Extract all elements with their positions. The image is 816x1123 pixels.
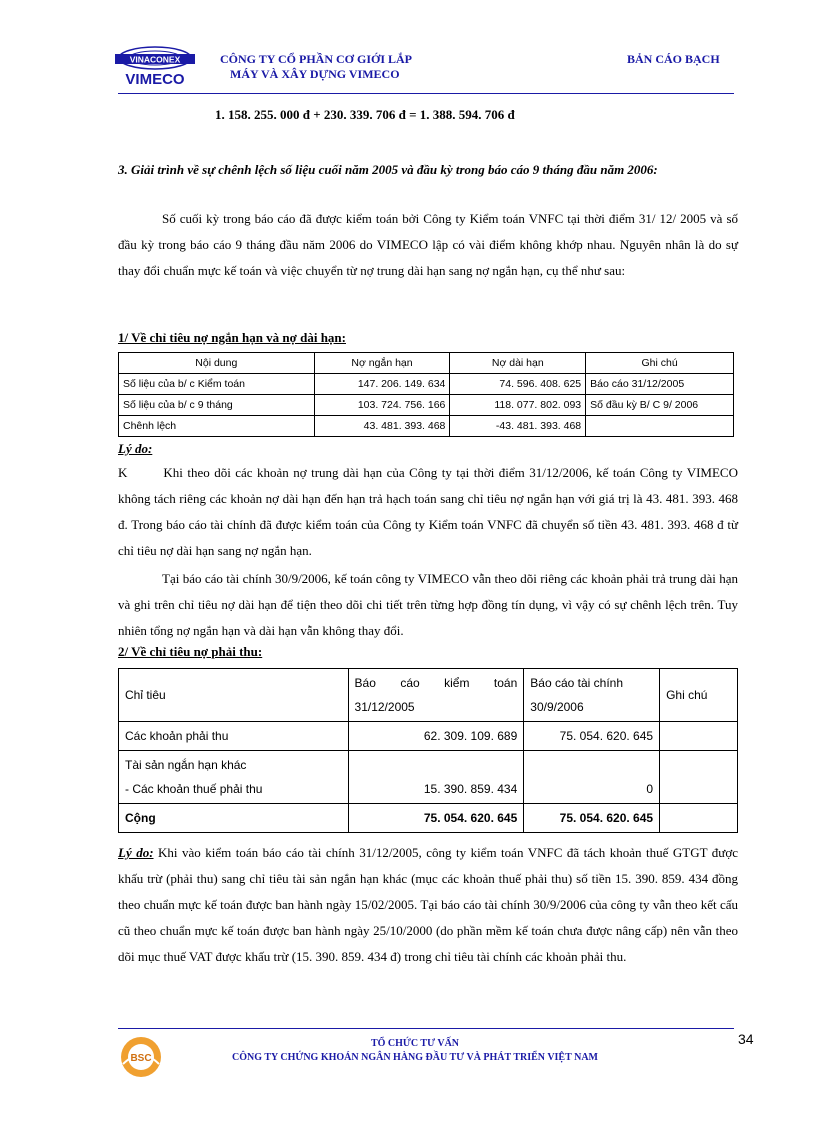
table-cell: 75. 054. 620. 645 — [524, 804, 660, 833]
bullet-marker: K — [118, 465, 128, 480]
table-cell — [660, 722, 738, 751]
reason-1-text-2: Tại báo cáo tài chính 30/9/2006, kế toán công ty VIMECO vẫn theo dõi riêng các khoản phải trả trung dài hạn và ghi trên chỉ tiêu nợ dài hạn để tiện theo dõi chi tiết trên từng hợp đồng tín dụng, vì vậy có sự chênh lệch trên. Tuy nhiên tổng nợ ngắn hạn và dài hạn vẫn không thay đổi. — [118, 571, 738, 638]
table-cell — [660, 804, 738, 833]
header-cell: Nợ dài hạn — [450, 353, 586, 374]
table-header-row — [119, 353, 734, 374]
footer-text — [165, 1037, 665, 1065]
table-2-title: 2/ Về chỉ tiêu nợ phải thu: — [118, 644, 263, 659]
table-cell — [660, 751, 738, 804]
section-3-text: Số cuối kỳ trong báo cáo đã được kiểm toán bởi Công ty Kiểm toán VNFC tại thời điểm 31/ 12/ 2005 và số đầu kỳ trong báo cáo 9 tháng đầu năm 2006 do VIMECO lập có vài điểm không khớp nhau. Nguyên nhân là do sự thay đổi chuẩn mực kế toán và việc chuyển từ nợ trung dài hạn sang nợ ngắn hạn, cụ thể như sau: — [118, 211, 738, 278]
bsc-logo-text: BSC — [130, 1053, 152, 1064]
table-cell — [119, 751, 349, 804]
logo-text-top: VINACONEX — [129, 54, 181, 65]
table-cell: 43. 481. 393. 468 — [314, 416, 450, 437]
table-cell: 103. 724. 756. 166 — [314, 395, 450, 416]
table-row — [119, 751, 738, 804]
receivables-table — [118, 668, 738, 833]
debt-table — [118, 352, 734, 437]
header-cell: Chỉ tiêu — [119, 669, 349, 722]
table-row — [119, 722, 738, 751]
table-1-title: 1/ Về chỉ tiêu nợ ngắn hạn và nợ dài hạn: — [118, 330, 346, 345]
table-cell: Cộng — [119, 804, 349, 833]
table-cell: -43. 481. 393. 468 — [450, 416, 586, 437]
header-divider — [118, 93, 734, 94]
footer-line-2: CÔNG TY CHỨNG KHOÁN NGÂN HÀNG ĐẦU TƯ VÀ PHÁT TRIỂN VIỆT NAM — [232, 1052, 598, 1063]
table-cell: 62. 309. 109. 689 — [348, 722, 524, 751]
reason-2-paragraph — [118, 840, 738, 970]
table-cell: Chênh lệch — [119, 416, 315, 437]
reason-1-paragraph-1 — [118, 460, 738, 564]
header-company — [220, 52, 420, 82]
header-cell: Báo cáo tài chính 30/9/2006 — [524, 669, 660, 722]
header-cell: Nội dung — [119, 353, 315, 374]
table-cell: 74. 596. 408. 625 — [450, 374, 586, 395]
reason-2-label: Lý do: — [118, 845, 154, 860]
header-cell: Báo cáo kiểm toán 31/12/2005 — [348, 669, 524, 722]
table-cell: Số đầu kỳ B/ C 9/ 2006 — [586, 395, 734, 416]
table-row — [119, 416, 734, 437]
reason-2-text: Khi vào kiểm toán báo cáo tài chính 31/12/2005, công ty kiểm toán VNFC đã tách khoản thuế GTGT được khấu trừ (phải thu) sang chỉ tiêu tài sản ngắn hạn khác (mục các khoản thuế phải thu) số tiền 15. 390. 859. 434 đồng theo chuẩn mực kế toán được ban hành ngày 15/02/2005. Tại báo cáo tài chính 30/9/2006 của công ty vẫn theo kết cấu cũ theo chuẩn mực kế toán được ban hành ngày 25/10/2000 (do phần mềm kế toán chưa được nâng cấp) nên vẫn theo dõi mục thuế VAT được khấu trừ (15. 390. 859. 434 đ) trong chỉ tiêu tài chính các khoản phải thu. — [118, 845, 738, 964]
reason-1-text-1: Khi theo dõi các khoản nợ trung dài hạn của Công ty tại thời điểm 31/12/2006, kế toán Công ty VIMECO không tách riêng các khoản nợ dài hạn đến hạn trả hạch toán sang chỉ tiêu nợ ngắn hạn với giá trị là 43. 481. 393. 468 đ. Trong báo cáo tài chính đã được kiểm toán của Công ty Kiểm toán VNFC đã chuyển số tiền 43. 481. 393. 468 đ từ chỉ tiêu nợ dài hạn sang nợ ngắn hạn. — [118, 465, 738, 558]
section-3-title: 3. Giải trình về sự chênh lệch số liệu cuối năm 2005 và đầu kỳ trong báo cáo 9 tháng đầu năm 2006: — [118, 162, 658, 177]
table-cell: Số liệu của b/ c 9 tháng — [119, 395, 315, 416]
row-label-line-1: Tài sản ngắn hạn khác — [125, 758, 247, 772]
company-line-1: CÔNG TY CỔ PHẦN CƠ GIỚI LẮP — [220, 52, 413, 66]
table-cell: 75. 054. 620. 645 — [348, 804, 524, 833]
reason-1-paragraph-2 — [118, 566, 738, 644]
header-cell: Ghi chú — [660, 669, 738, 722]
footer-divider — [118, 1028, 734, 1029]
table-cell: 118. 077. 802. 093 — [450, 395, 586, 416]
table-cell: Số liệu của b/ c Kiểm toán — [119, 374, 315, 395]
section-3-paragraph — [118, 206, 738, 284]
header-cell: Nợ ngắn hạn — [314, 353, 450, 374]
header-cell: Ghi chú — [586, 353, 734, 374]
page-number: 34 — [738, 1031, 754, 1047]
table-cell: 15. 390. 859. 434 — [348, 751, 524, 804]
table-cell: 75. 054. 620. 645 — [524, 722, 660, 751]
table-cell: 147. 206. 149. 634 — [314, 374, 450, 395]
company-line-2: MÁY VÀ XÂY DỰNG VIMECO — [230, 67, 400, 81]
table-row — [119, 374, 734, 395]
table-cell: Báo cáo 31/12/2005 — [586, 374, 734, 395]
bsc-logo — [118, 1034, 164, 1080]
table-header-row — [119, 669, 738, 722]
row-label-line-2: - Các khoản thuế phải thu — [125, 782, 263, 796]
document-title: BẢN CÁO BẠCH — [627, 52, 720, 66]
total-row — [119, 804, 738, 833]
table-cell: Các khoản phải thu — [119, 722, 349, 751]
vimeco-logo — [112, 44, 198, 90]
footer-line-1: TỔ CHỨC TƯ VẤN — [370, 1038, 460, 1049]
logo-text-bottom: VIMECO — [125, 71, 185, 88]
sum-formula: 1. 158. 255. 000 đ + 230. 339. 706 đ = 1. 388. 594. 706 đ — [215, 107, 515, 122]
table-row — [119, 395, 734, 416]
table-cell — [586, 416, 734, 437]
table-cell: 0 — [524, 751, 660, 804]
reason-1-label: Lý do: — [118, 441, 153, 456]
